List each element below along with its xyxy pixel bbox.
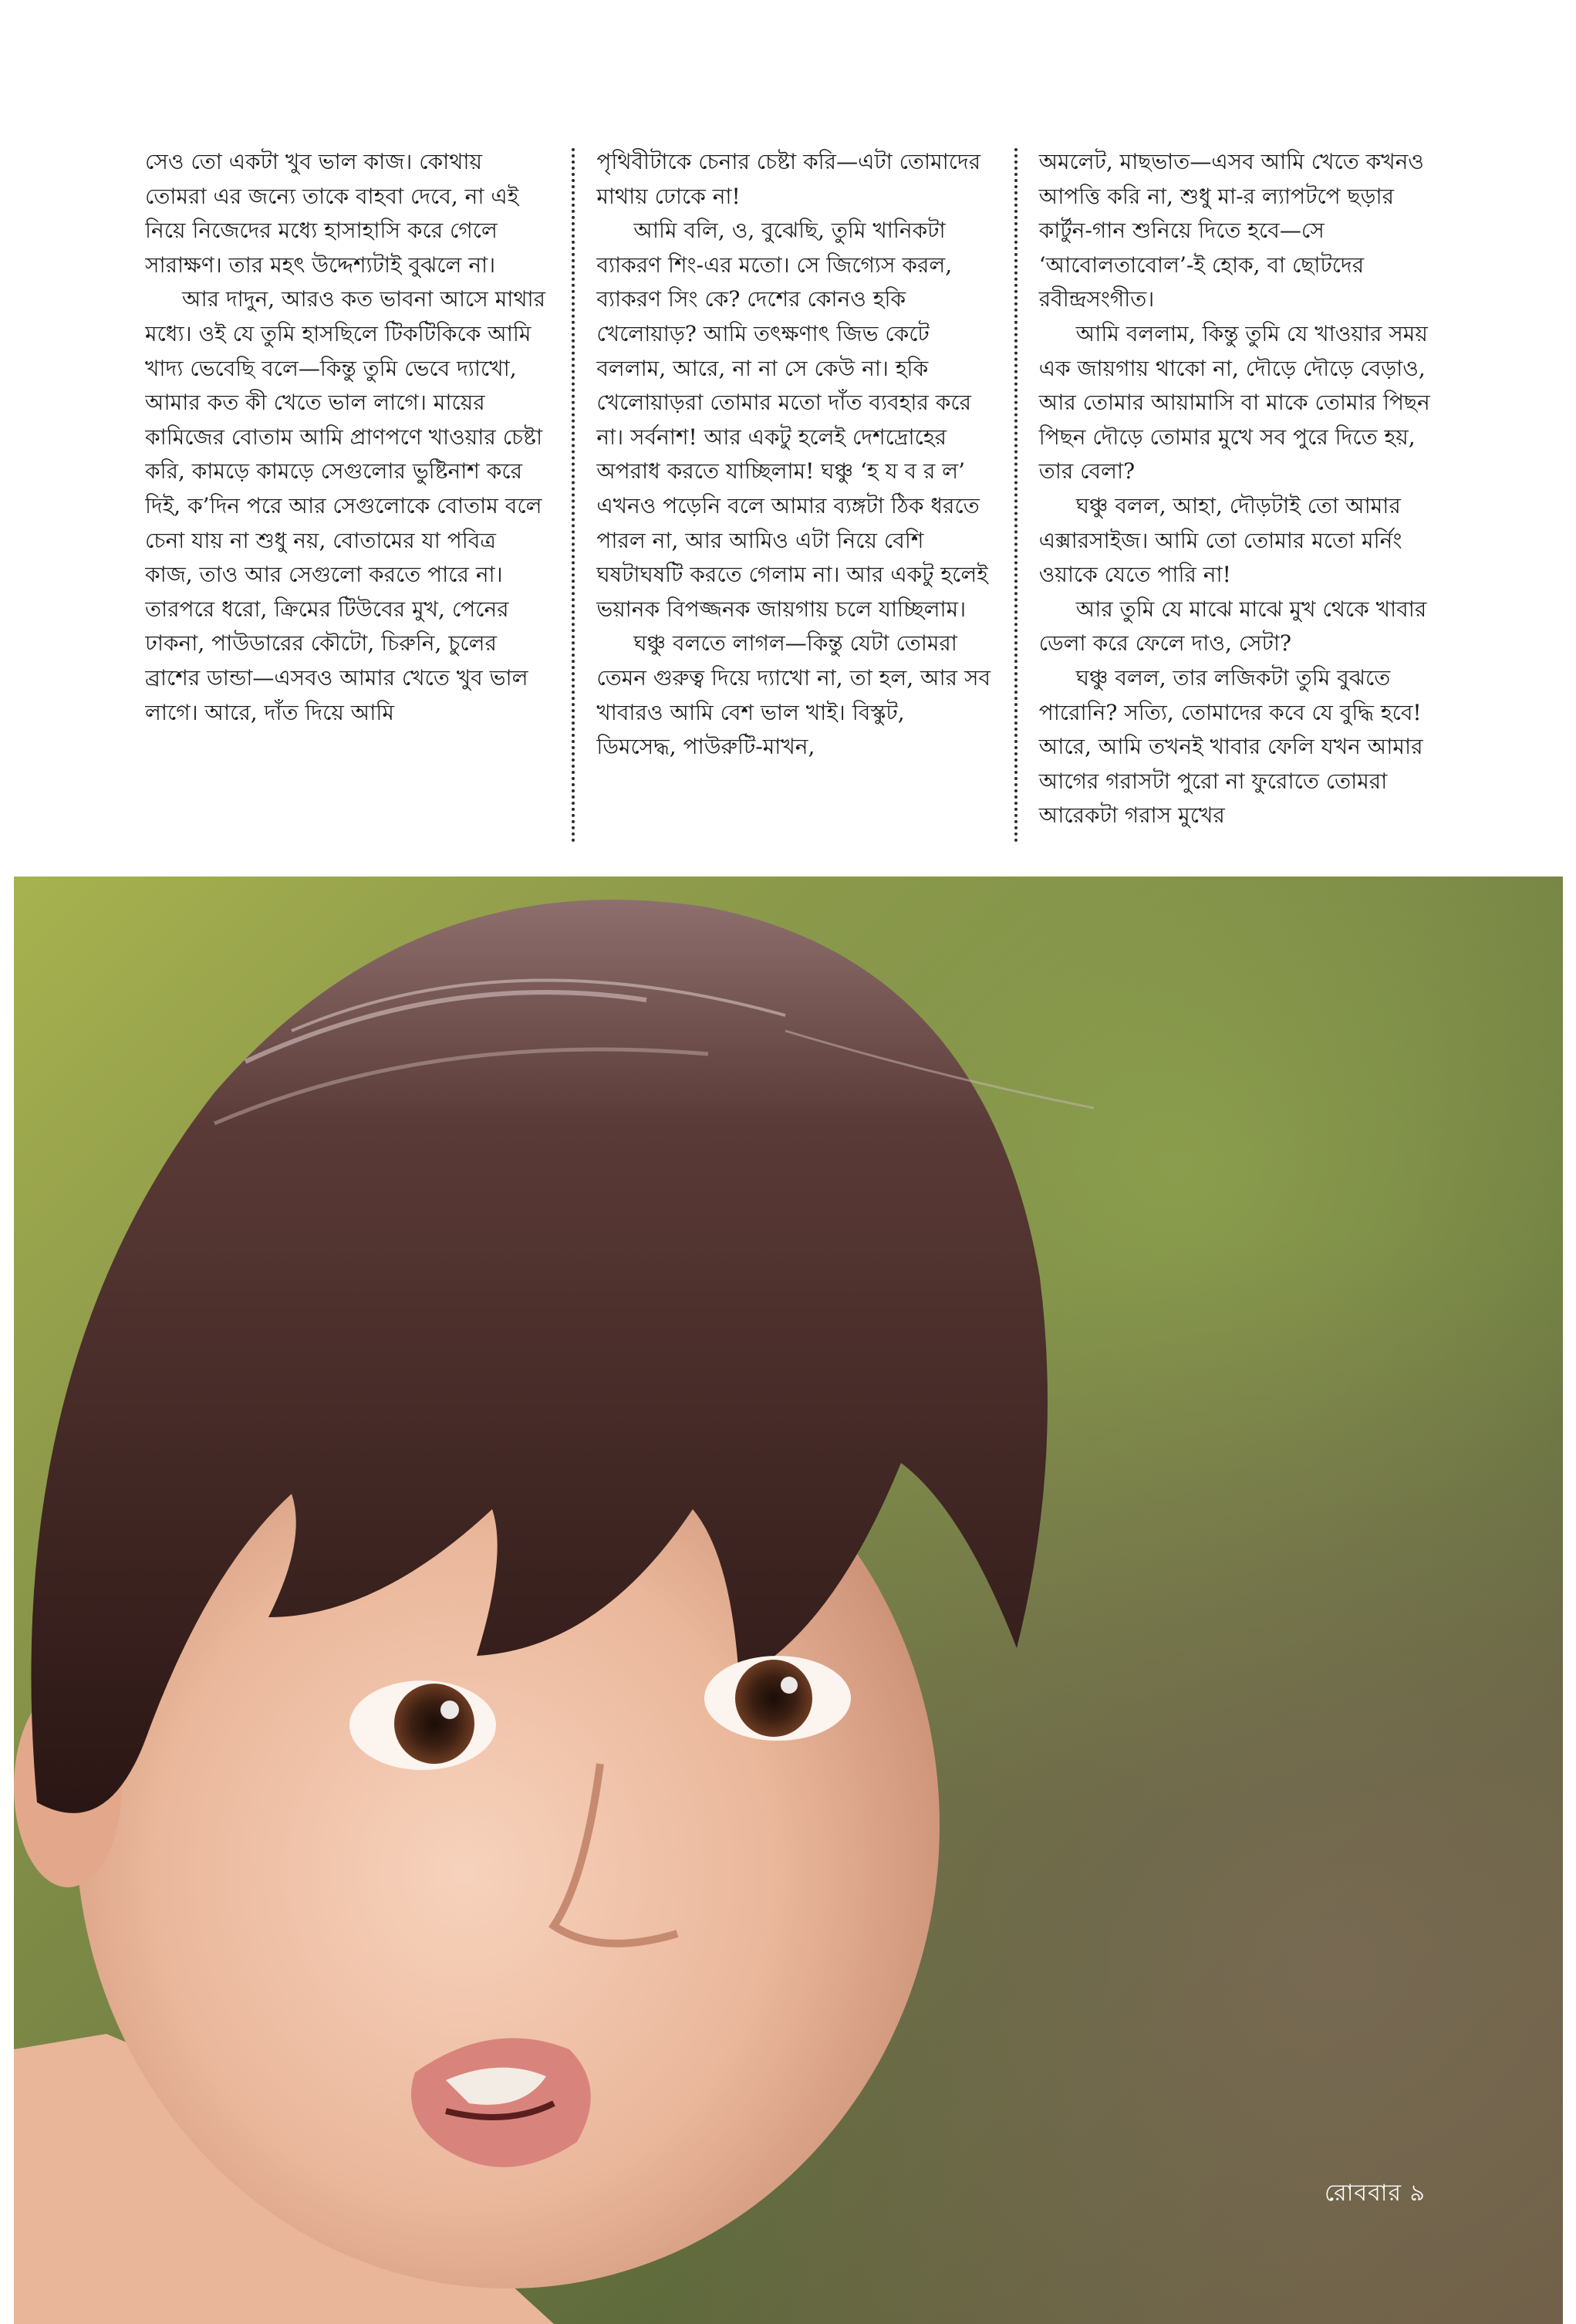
article-column-1 xyxy=(145,145,572,843)
paragraph: ঘঞ্চু বলল, আহা, দৌড়টাই তো আমার এক্সারসাইজ। আমি তো তোমার মতো মর্নিং ওয়াকে যেতে পারি না! xyxy=(1038,492,1402,588)
paragraph: আমি বলি, ও, বুঝেছি, তুমি খানিকটা ব্যাকরণ শিং-এর মতো। সে জিগ্যেস করল, ব্যাকরণ সিং কে? দেশের কোনও হকি খেলোয়াড়? আমি তৎক্ষণাৎ জিভ কেটে বললাম, আরে, না না সে কেউ না। হকি খেলোয়াড়রা তোমার মতো দাঁত ব্যবহার করে না। সর্বনাশ! আর একটু হলেই দেশদ্রোহের অপরাধ করতে যাচ্ছিলাম! ঘঞ্চু ‘হ য ব র ল’ এখনও পড়েনি বলে আমার ব্যঙ্গটা ঠিক ধরতে পারল না, আর আমিও এটা নিয়ে বেশি ঘষটাঘষটি করতে গেলাম না। আর একটু হলেই ভয়ানক বিপজ্জনক জায়গায় চলে যাচ্ছিলাম। xyxy=(596,218,988,622)
right-eye-iris xyxy=(735,1660,812,1737)
paragraph: আর দাদুন, আরও কত ভাবনা আসে মাথার মধ্যে। ওই যে তুমি হাসছিলে টিকটিকিকে আমি খাদ্য ভেবেছি বলে—কিন্তু তুমি ভেবে দ্যাখো, আমার কত কী খেতে ভাল লাগে। মায়ের কামিজের বোতাম আমি প্রাণপণে খাওয়ার চেষ্টা করি, কামড়ে কামড়ে সেগুলোর ভুষ্টিনাশ করে দিই, ক’দিন পরে আর সেগুলোকে বোতাম বলে চেনা যায় না শুধু নয়, বোতামের যা পবিত্র কাজ, তাও আর সেগুলো করতে পারে না। তারপরে ধরো, ক্রিমের টিউবের মুখ, পেনের ঢাকনা, পাউডারের কৌটো, চিরুনি, চুলের ব্রাশের ডান্ডা—এসবও আমার খেতে খুব ভাল লাগে। আরে, দাঁত দিয়ে আমি xyxy=(145,286,546,725)
article-columns xyxy=(145,145,1449,843)
child-portrait-photo xyxy=(14,877,1563,2324)
paragraph: ঘঞ্চু বলতে লাগল—কিন্তু যেটা তোমরা তেমন গুরুত্ব দিয়ে দ্যাখো না, তা হল, আর সব খাবারও আমি বেশ ভাল খাই। বিস্কুট, ডিমসেদ্ধ, পাউরুটি-মাখন, xyxy=(596,630,991,760)
paragraph: সেও তো একটা খুব ভাল কাজ। কোথায় তোমরা এর জন্যে তাকে বাহবা দেবে, না এই নিয়ে নিজেদের মধ্যে হাসাহাসি করে গেলে সারাক্ষণ। তার মহৎ উদ্দেশ্যটাই বুঝলে না। xyxy=(145,149,519,278)
paragraph: আমি বললাম, কিন্তু তুমি যে খাওয়ার সময় এক জায়গায় থাকো না, দৌড়ে দৌড়ে বেড়াও, আর তোমার আয়ামাসি বা মাকে তোমার পিছন পিছন দৌড়ে তোমার মুখে সব পুরে দিতে হয়, তার বেলা? xyxy=(1038,320,1430,485)
article-column-2 xyxy=(575,145,1014,843)
left-eye-iris xyxy=(394,1684,474,1764)
page-number: রোববার ৯ xyxy=(1325,2180,1426,2207)
paragraph: পৃথিবীটাকে চেনার চেষ্টা করি—এটা তোমাদের মাথায় ঢোকে না! xyxy=(596,149,981,209)
article-column-3 xyxy=(1017,145,1449,843)
paragraph: অমলেট, মাছভাত—এসব আমি খেতে কখনও আপত্তি করি না, শুধু মা-র ল্যাপটপে ছড়ার কার্টুন-গান শুনিয়ে দিতে হবে—সে ‘আবোলতাবোল’-ই হোক, বা ছোটদের রবীন্দ্রসংগীত। xyxy=(1038,149,1424,312)
paragraph: আর তুমি যে মাঝে মাঝে মুখ থেকে খাবার ডেলা করে ফেলে দাও, সেটা? xyxy=(1038,596,1427,657)
paragraph: ঘঞ্চু বলল, তার লজিকটা তুমি বুঝতে পারোনি? সত্যি, তোমাদের কবে যে বুদ্ধি হবে! আরে, আমি তখনই খাবার ফেলি যখন আমার আগের গরাসটা পুরো না ফুরোতে তোমরা আরেকটা গরাস মুখের xyxy=(1038,664,1423,829)
photo-illustration xyxy=(14,877,1563,2324)
